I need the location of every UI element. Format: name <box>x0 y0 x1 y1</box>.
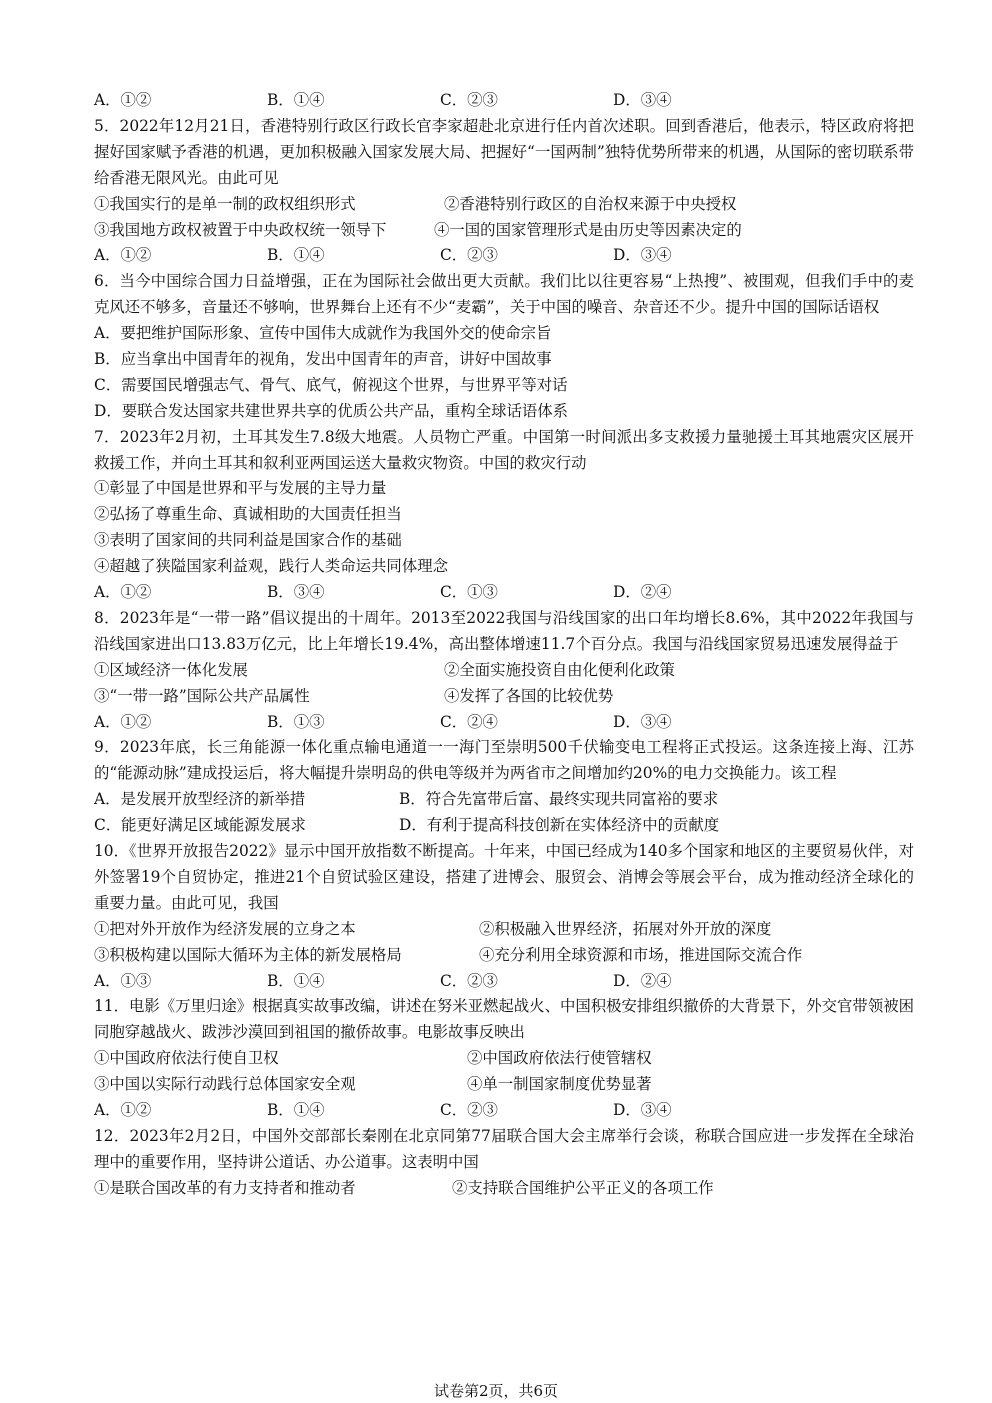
option-b: B．①④ <box>267 1100 325 1119</box>
exam-page <box>94 88 914 1202</box>
q9-options-row1 <box>94 787 914 813</box>
option-b: B．①④ <box>267 246 325 265</box>
item-2: ②支持联合国维护公平正义的各项工作 <box>452 1178 714 1197</box>
option-a: A．①② <box>94 91 152 109</box>
q8-stem: 8．2023年是“一带一路”倡议提出的十周年。2013至2022我国与沿线国家的出口年均增长8.6%，其中2022年我国与沿线国家进出口13.83万亿元，比上年增长19.4%，高出整体增速11.7个百分点。我国与沿线国家贸易迅速发展得益于 <box>94 608 914 653</box>
item-4: ④超越了狭隘国家利益观，践行人类命运共同体理念 <box>94 557 448 576</box>
option-a: A．①② <box>94 1100 152 1119</box>
option-c: C．②③ <box>440 971 498 990</box>
item-2: ②积极融入世界经济，拓展对外开放的深度 <box>479 919 772 938</box>
q5-items-row1 <box>94 192 914 218</box>
q12-stem: 12．2023年2月2日，中国外交部部长秦刚在北京同第77届联合国大会主席举行会谈，称联合国应进一步发挥在全球治理中的重要作用，坚持讲公道话、办公道事。这表明中国 <box>94 1126 914 1171</box>
option-a: A．要把维护国际形象、宣传中国伟大成就作为我国外交的使命宗旨 <box>94 324 552 343</box>
item-2: ②弘扬了尊重生命、真诚相助的大国责任担当 <box>94 505 402 524</box>
item-4: ④一国的国家管理形式是由历史等因素决定的 <box>434 220 742 239</box>
option-c: C．②③ <box>440 1100 498 1119</box>
option-d: D．③④ <box>613 246 672 265</box>
q11-options <box>94 1098 914 1124</box>
option-b: B．①④ <box>267 971 325 990</box>
option-b: B．③④ <box>267 583 325 602</box>
q4-options <box>94 88 914 114</box>
option-d: D．有利于提高科技创新在实体经济中的贡献度 <box>399 816 720 835</box>
q12-items-row1 <box>94 1176 914 1202</box>
item-2: ②中国政府依法行使管辖权 <box>467 1049 652 1068</box>
option-d: D．③④ <box>613 1100 672 1119</box>
q11-items-row1 <box>94 1046 914 1072</box>
option-d: D．③④ <box>613 712 672 731</box>
q9-stem: 9．2023年底，长三角能源一体化重点输电通道一一海门至崇明500千伏输变电工程将正式投运。这条连接上海、江苏的“能源动脉”建成投运后，将大幅提升崇明岛的供电等级并为两省市之间增加约20%的电力交换能力。该工程 <box>94 738 914 783</box>
option-a: A．是发展开放型经济的新举措 <box>94 790 306 809</box>
option-b: B．①③ <box>267 712 325 731</box>
q6-stem: 6．当今中国综合国力日益增强，正在为国际社会做出更大贡献。我们比以往更容易“上热搜”、被围观，但我们手中的麦克风还不够多，音量还不够响，世界舞台上还有不少“麦霸”，关于中国的噪音、杂音还不少。提升中国的国际话语权 <box>94 272 914 317</box>
q5-items-row2 <box>94 218 914 244</box>
item-2: ②全面实施投资自由化便利化政策 <box>444 660 675 679</box>
q8-items-row1 <box>94 658 914 684</box>
option-c: C．②③ <box>440 91 498 109</box>
q10-items-row2 <box>94 943 914 969</box>
q7-stem: 7．2023年2月初，土耳其发生7.8级大地震。人员物亡严重。中国第一时间派出多支救援力量驰援土耳其地震灾区展开救援工作，并向土耳其和叙利亚两国运送大量救灾物资。中国的救灾行动 <box>94 427 914 472</box>
option-d: D．②④ <box>613 971 672 990</box>
q10-stem: 10．《世界开放报告2022》显示中国开放指数不断提高。十年来，中国已经成为140多个国家和地区的主要贸易伙伴，对外签署19个自贸协定，推进21个自贸试验区建设，搭建了进博会、服贸会、消博会等展会平台，成为推动经济全球化的重要力量。由此可见，我国 <box>94 842 914 912</box>
item-2: ②香港特别行政区的自治权来源于中央授权 <box>444 194 737 213</box>
option-b: B．符合先富带后富、最终实现共同富裕的要求 <box>399 790 719 809</box>
q5-stem: 5．2022年12月21日，香港特别行政区行政长官李家超赴北京进行任内首次述职。回到香港后，他表示，特区政府将把握好国家赋予香港的机遇，更加积极融入国家发展大局、把握好“一国两制”独特优势所带来的机遇，从国际的密切联系带给香港无限风光。由此可见 <box>94 116 914 187</box>
option-b: B．①④ <box>267 91 325 109</box>
option-c: C．需要国民增强志气、骨气、底气，俯视这个世界，与世界平等对话 <box>94 375 568 394</box>
item-3: ③表明了国家间的共同利益是国家合作的基础 <box>94 531 402 550</box>
page-footer: 试卷第2页，共6页 <box>433 1382 559 1400</box>
item-3: ③我国地方政权被置于中央政权统一领导下 <box>94 220 387 239</box>
item-4: ④发挥了各国的比较优势 <box>444 686 614 705</box>
item-3: ③积极构建以国际大循环为主体的新发展格局 <box>94 945 402 964</box>
option-a: A．①② <box>94 246 152 265</box>
item-3: ③中国以实际行动践行总体国家安全观 <box>94 1075 356 1094</box>
item-4: ④单一制国家制度优势显著 <box>467 1075 652 1094</box>
option-d: D．②④ <box>613 583 672 602</box>
option-d: D．③④ <box>613 91 672 109</box>
option-a: A．①② <box>94 583 152 602</box>
option-a: A．①③ <box>94 971 152 990</box>
q11-items-row2 <box>94 1072 914 1098</box>
option-c: C．能更好满足区域能源发展求 <box>94 816 306 835</box>
item-1: ①中国政府依法行使自卫权 <box>94 1049 279 1068</box>
q10-items-row1 <box>94 917 914 943</box>
q5-options <box>94 243 914 269</box>
q10-options <box>94 969 914 995</box>
q8-items-row2 <box>94 684 914 710</box>
item-4: ④充分利用全球资源和市场，推进国际交流合作 <box>479 945 803 964</box>
option-d: D．要联合发达国家共建世界共享的优质公共产品，重构全球话语体系 <box>94 401 569 420</box>
item-1: ①是联合国改革的有力支持者和推动者 <box>94 1178 356 1197</box>
option-a: A．①② <box>94 712 152 731</box>
item-3: ③“一带一路”国际公共产品属性 <box>94 686 310 705</box>
item-1: ①我国实行的是单一制的政权组织形式 <box>94 194 356 213</box>
q9-options-row2 <box>94 813 914 839</box>
q7-options <box>94 580 914 606</box>
q8-options <box>94 710 914 736</box>
option-c: C．②④ <box>440 712 498 731</box>
item-1: ①把对外开放作为经济发展的立身之本 <box>94 919 356 938</box>
option-c: C．①③ <box>440 583 498 602</box>
item-1: ①区域经济一体化发展 <box>94 660 248 679</box>
item-1: ①彰显了中国是世界和平与发展的主导力量 <box>94 479 387 498</box>
option-c: C．②③ <box>440 246 498 265</box>
option-b: B．应当拿出中国青年的视角，发出中国青年的声音，讲好中国故事 <box>94 349 552 368</box>
q11-stem: 11．电影《万里归途》根据真实故事改编，讲述在努米亚燃起战火、中国积极安排组织撤侨的大背景下，外交官带领被困同胞穿越战火、跋涉沙漠回到祖国的撤侨故事。电影故事反映出 <box>94 997 914 1042</box>
